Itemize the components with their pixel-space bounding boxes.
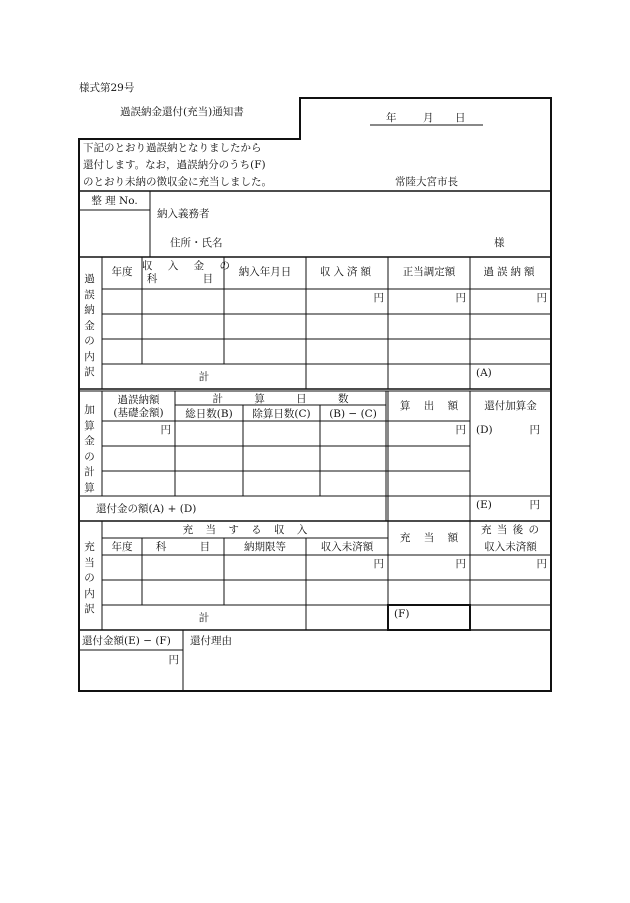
header-appr-year: 年度	[111, 541, 133, 553]
unit-receipt: 円	[373, 292, 384, 304]
date-day-label: 日	[455, 112, 466, 124]
header-calc-amount: 算 出 額	[399, 400, 459, 412]
header-base-bottom: (基礎金額)	[113, 407, 164, 419]
header-after-top: 充 当 後 の	[480, 524, 540, 536]
header-paid-date: 納入年月日	[238, 266, 292, 278]
mark-e: (E)	[476, 499, 492, 511]
honorific-label: 様	[494, 237, 505, 249]
unit-appropriated: 円	[455, 558, 466, 570]
header-appr-item: 科 目	[155, 541, 211, 553]
unit-refund-addition: 円	[529, 424, 540, 436]
header-calc-days: 計 算 日 数	[212, 393, 349, 405]
header-appropriated-amount: 充 当 額	[399, 532, 459, 544]
mark-d: (D)	[476, 424, 493, 436]
header-excluded-days: 除算日数(C)	[252, 408, 311, 420]
header-revenue-item-top: 収 入 金 の	[142, 260, 237, 272]
seiri-no-label: 整 理 No.	[91, 195, 138, 207]
date-year-label: 年	[386, 112, 397, 124]
refund-total-label: 還付金の額(A) + (D)	[96, 503, 197, 515]
unit-unpaid: 円	[373, 558, 384, 570]
header-due-date: 納期限等	[244, 541, 286, 553]
header-appropriated-revenue: 充 当 す る 収 入	[182, 524, 308, 536]
unit-correct: 円	[455, 292, 466, 304]
unit-refund-amount: 円	[168, 654, 179, 666]
appropriation-section-label: 充当の内訳	[84, 541, 95, 615]
taxpayer-label: 納入義務者	[157, 208, 210, 220]
unit-base: 円	[160, 424, 171, 436]
header-correct-amount: 正当調定額	[402, 266, 456, 278]
header-b-minus-c: (B) − (C)	[329, 408, 377, 420]
issuer-name: 常陸大宮市長	[395, 176, 458, 188]
header-overpaid-amount: 過誤納額	[483, 266, 538, 278]
refund-amount-label: 還付金額(E) − (F)	[82, 635, 171, 647]
appropriation-total-label: 計	[198, 612, 210, 624]
overpayment-section-label: 過誤納金の内訳	[84, 273, 95, 378]
header-unpaid-amount: 収入未済額	[320, 541, 374, 553]
notice-line-3: のとおり未納の徴収金に充当しました。	[83, 176, 272, 188]
header-after-bottom: 収入未済額	[484, 541, 537, 553]
address-name-label: 住所・氏名	[170, 237, 223, 249]
mark-a: (A)	[476, 367, 492, 379]
refund-reason-label: 還付理由	[190, 635, 232, 647]
header-receipt-amount: 収入済額	[320, 266, 374, 278]
unit-overpaid: 円	[536, 292, 547, 304]
header-revenue-item-bottom: 科 目	[146, 273, 220, 285]
header-refund-addition: 還付加算金	[484, 400, 537, 412]
overpayment-total-label: 計	[198, 371, 210, 383]
unit-refund-total: 円	[529, 499, 540, 511]
date-month-label: 月	[423, 112, 434, 124]
addition-section-label: 加算金の計算	[84, 404, 95, 494]
notice-line-1: 下記のとおり過誤納となりましたから	[83, 142, 262, 154]
mark-f: (F)	[394, 608, 410, 620]
header-year: 年度	[111, 266, 133, 278]
form-number: 様式第29号	[79, 82, 135, 94]
header-base-top: 過誤納額	[117, 394, 160, 406]
unit-calc: 円	[455, 424, 466, 436]
header-total-days: 総日数(B)	[185, 408, 233, 420]
notice-line-2: 還付します。なお，過誤納分のうち(F)	[83, 159, 266, 171]
document-title: 過誤納金還付(充当)通知書	[120, 106, 244, 118]
unit-after: 円	[536, 558, 547, 570]
